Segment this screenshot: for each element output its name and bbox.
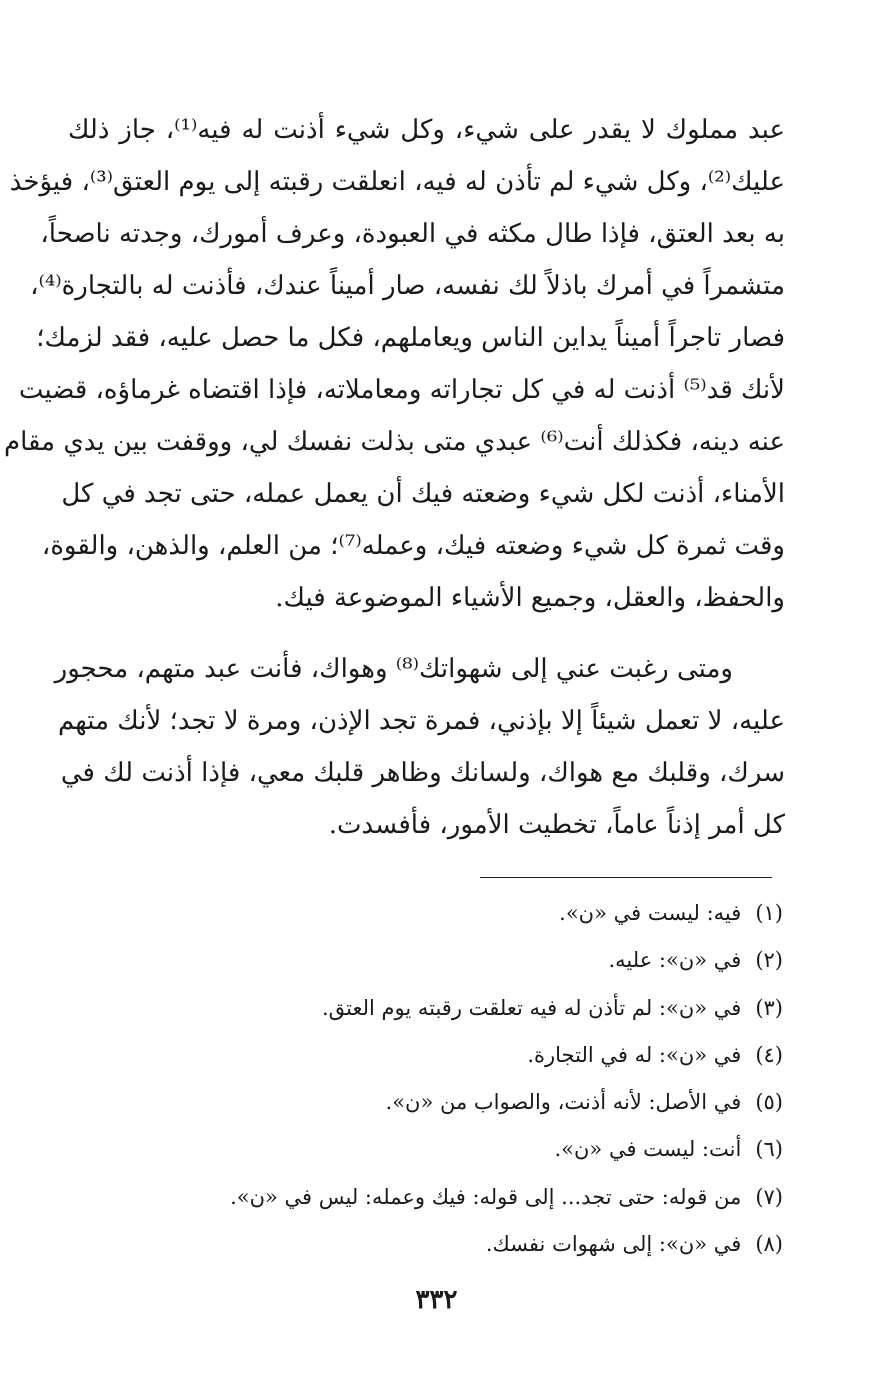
- footnote: [60, 1221, 783, 1268]
- footnote-text: في «ن»: له في التجارة.: [527, 1042, 742, 1067]
- footnote-number: (٦): [755, 1137, 783, 1162]
- footnote-text: من قوله: حتى تجد... إلى قوله: فيك وعمله: ليس في «ن».: [230, 1184, 742, 1209]
- footnote-number: (٤): [755, 1042, 783, 1067]
- body-paragraph-2: [54, 643, 785, 851]
- footnote-number: (١): [755, 901, 783, 925]
- body-paragraph-1: [4, 104, 785, 624]
- footnote: [60, 937, 783, 984]
- footnote-text: في «ن»: لم تأذن له فيه تعلقت رقبته يوم العتق.: [321, 995, 742, 1020]
- footnote-number: (٥): [755, 1090, 783, 1115]
- text-line: كل أمر إذناً عاماً، تخطيت الأمور، فأفسدت.: [328, 810, 785, 840]
- footnote-text: في «ن»: إلى شهوات نفسك.: [485, 1232, 742, 1257]
- footnote: [60, 1174, 783, 1221]
- text-line: متشمراً في أمرك باذلاً لك نفسه، صار أميناً عندك، فأذنت له بالتجارة⁽⁴⁾،: [30, 271, 785, 301]
- text-line: به بعد العتق، فإذا طال مكثه في العبودة، وعرف أمورك، وجدته ناصحاً،: [40, 219, 785, 249]
- text-line: عليك⁽²⁾، وكل شيء لم تأذن له فيه، انعلقت رقبته إلى يوم العتق⁽³⁾، فيؤخذ: [9, 167, 785, 197]
- text-line: عليه، لا تعمل شيئاً إلا بإذني، فمرة تجد الإذن، ومرة لا تجد؛ لأنك متهم: [57, 706, 785, 736]
- footnote-text: في الأصل: لأنه أذنت، والصواب من «ن».: [385, 1090, 742, 1115]
- text-line: سرك، وقلبك مع هواك، ولسانك وظاهر قلبك معي، فإذا أذنت لك في: [60, 758, 785, 788]
- page-number: ٣٣٢: [415, 1285, 458, 1315]
- footnote: [60, 1126, 783, 1173]
- text-line: فصار تاجراً أميناً يداين الناس ويعاملهم، فكل ما حصل عليه، فقد لزمك؛: [36, 323, 785, 353]
- text-line: والحفظ، والعقل، وجميع الأشياء الموضوعة فيك.: [275, 583, 785, 613]
- footnote-text: فيه: ليست في «ن».: [559, 901, 742, 925]
- footnote-text: في «ن»: عليه.: [608, 948, 742, 973]
- footnote-text: أنت: ليست في «ن».: [554, 1137, 742, 1162]
- footnote: [60, 1032, 783, 1079]
- footnote-number: (٢): [755, 948, 783, 973]
- text-line: وقت ثمرة كل شيء وضعته فيك، وعمله⁽⁷⁾؛ من العلم، والذهن، والقوة،: [41, 531, 785, 561]
- text-line: الأمناء، أذنت لكل شيء وضعته فيك أن يعمل عمله، حتى تجد في كل: [61, 479, 785, 509]
- footnote-divider: [480, 877, 772, 878]
- text-line: لأنك قد⁽⁵⁾ أذنت له في كل تجاراته ومعاملاته، فإذا اقتضاه غرماؤه، قضيت: [18, 375, 785, 405]
- footnote: [60, 1079, 783, 1126]
- footnote-number: (٣): [755, 995, 783, 1020]
- footnotes: [60, 890, 783, 1268]
- footnote-number: (٧): [755, 1184, 783, 1209]
- footnote: [60, 985, 783, 1032]
- text-line: عبد مملوك لا يقدر على شيء، وكل شيء أذنت له فيه⁽¹⁾، جاز ذلك: [68, 115, 785, 145]
- footnote-number: (٨): [755, 1232, 783, 1257]
- text-line: ومتى رغبت عني إلى شهواتك⁽⁸⁾ وهواك، فأنت عبد متهم، محجور: [54, 654, 733, 684]
- text-line: عنه دينه، فكذلك أنت⁽⁶⁾ عبدي متى بذلت نفسك لي، ووقفت بين يدي مقام: [4, 427, 785, 457]
- footnote: [60, 890, 783, 937]
